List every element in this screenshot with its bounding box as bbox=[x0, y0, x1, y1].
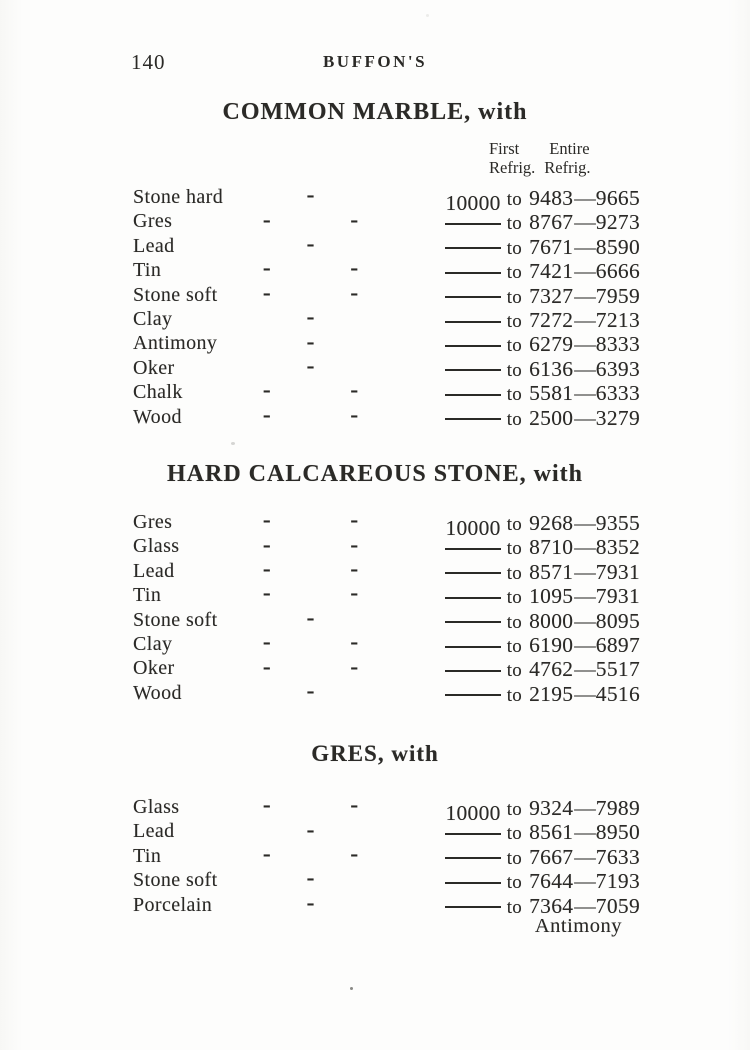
ditto-rule bbox=[445, 321, 501, 323]
first-refrig-value: 7272 bbox=[529, 307, 574, 332]
table-row bbox=[133, 182, 640, 216]
table-row bbox=[133, 604, 640, 633]
entire-refrig-value: 7931 bbox=[595, 584, 640, 609]
first-refrig-value: 2195 bbox=[529, 681, 574, 706]
table-row bbox=[133, 865, 640, 894]
ditto-rule bbox=[445, 247, 501, 249]
ditto-rule bbox=[445, 597, 501, 599]
ditto-rule bbox=[445, 857, 501, 859]
table-row bbox=[133, 401, 640, 430]
table-row bbox=[133, 840, 640, 869]
to-word: to bbox=[506, 872, 523, 894]
entire-refrig-value: 8590 bbox=[595, 234, 640, 259]
entire-refrig-value: 7959 bbox=[595, 283, 640, 308]
separator-dashes: - - bbox=[262, 531, 359, 558]
lead-column bbox=[421, 511, 501, 541]
ditto-rule bbox=[445, 223, 501, 225]
first-refrig-value: 8767 bbox=[529, 210, 574, 235]
to-word: to bbox=[506, 237, 523, 259]
row-values bbox=[421, 560, 640, 584]
separator-dashes: - - bbox=[262, 792, 359, 819]
to-word: to bbox=[506, 408, 523, 430]
row-values bbox=[421, 657, 640, 681]
lead-column bbox=[421, 894, 501, 918]
first-refrig-value: 7671 bbox=[529, 234, 574, 259]
lead-column bbox=[421, 536, 501, 560]
ditto-rule bbox=[445, 272, 501, 274]
range-dash: — bbox=[574, 820, 595, 845]
range-dash: — bbox=[574, 608, 595, 633]
ditto-rule bbox=[445, 548, 501, 550]
separator-dashes: - - bbox=[262, 653, 359, 680]
table-gres bbox=[133, 792, 640, 918]
lead-column bbox=[421, 284, 501, 308]
separator-dashes: - bbox=[306, 816, 315, 843]
to-word: to bbox=[506, 823, 523, 845]
material-label: Stone soft bbox=[133, 869, 218, 892]
material-label: Tin bbox=[133, 844, 162, 867]
to-word: to bbox=[506, 799, 523, 820]
range-dash: — bbox=[574, 307, 595, 332]
ditto-rule bbox=[445, 394, 501, 396]
row-values bbox=[421, 357, 640, 381]
range-dash: — bbox=[574, 234, 595, 259]
table-row bbox=[133, 328, 640, 357]
material-label: Gres bbox=[133, 210, 173, 233]
entire-refrig-value: 7059 bbox=[595, 893, 640, 918]
table-hard-calcareous-stone bbox=[133, 507, 640, 706]
separator-dashes: - - bbox=[262, 279, 359, 306]
table-row bbox=[133, 279, 640, 308]
entire-refrig-value: 9355 bbox=[595, 511, 640, 535]
first-refrig-value: 8710 bbox=[529, 535, 574, 560]
first-refrig-value: 9324 bbox=[529, 796, 574, 820]
material-label: Glass bbox=[133, 535, 180, 558]
range-dash: — bbox=[574, 657, 595, 682]
row-values bbox=[421, 210, 640, 234]
lead-column bbox=[421, 259, 501, 283]
page-number: 140 bbox=[131, 50, 166, 74]
entire-refrig-value: 8950 bbox=[595, 820, 640, 845]
first-refrig-value: 7667 bbox=[529, 844, 574, 869]
ditto-rule bbox=[445, 646, 501, 648]
to-word: to bbox=[506, 538, 523, 560]
separator-dashes: - - bbox=[262, 840, 359, 867]
first-refrig-value: 5581 bbox=[529, 381, 574, 406]
first-refrig-value: 7327 bbox=[529, 283, 574, 308]
range-dash: — bbox=[574, 186, 595, 210]
range-dash: — bbox=[574, 210, 595, 235]
ditto-rule bbox=[445, 418, 501, 420]
table-row bbox=[133, 230, 640, 259]
table-row bbox=[133, 653, 640, 682]
ditto-rule bbox=[445, 833, 501, 835]
entire-refrig-value: 6393 bbox=[595, 356, 640, 381]
material-label: Tin bbox=[133, 259, 162, 282]
range-dash: — bbox=[574, 559, 595, 584]
material-label: Porcelain bbox=[133, 893, 213, 916]
lead-column bbox=[421, 308, 501, 332]
separator-dashes: - - bbox=[262, 555, 359, 582]
range-dash: — bbox=[574, 681, 595, 706]
row-values bbox=[421, 511, 640, 541]
range-dash: — bbox=[574, 632, 595, 657]
entire-refrig-value: 9665 bbox=[595, 186, 640, 210]
first-refrig-value: 6279 bbox=[529, 332, 574, 357]
material-label: Antimony bbox=[133, 332, 218, 355]
material-label: Chalk bbox=[133, 381, 183, 404]
first-refrig-value: 6190 bbox=[529, 632, 574, 657]
range-dash: — bbox=[574, 584, 595, 609]
table-common-marble bbox=[133, 182, 640, 430]
lead-column bbox=[421, 211, 501, 235]
first-refrig-value: 8561 bbox=[529, 820, 574, 845]
separator-dashes: - bbox=[306, 889, 315, 916]
lead-column bbox=[421, 658, 501, 682]
lead-value: 10000 bbox=[445, 191, 501, 216]
to-word: to bbox=[506, 359, 523, 381]
table-row bbox=[133, 629, 640, 657]
ditto-rule bbox=[445, 345, 501, 347]
ditto-rule bbox=[445, 882, 501, 884]
range-dash: — bbox=[574, 535, 595, 560]
row-values bbox=[421, 796, 640, 826]
range-dash: — bbox=[574, 283, 595, 308]
section-title-hard-calcareous-stone: HARD CALCAREOUS STONE, with bbox=[167, 461, 583, 487]
column-headers bbox=[489, 139, 591, 177]
row-values bbox=[421, 186, 640, 216]
col-header-refrig-right: Refrig. bbox=[544, 158, 591, 177]
row-values bbox=[421, 869, 640, 893]
separator-dashes: - bbox=[306, 182, 315, 209]
row-values bbox=[421, 259, 640, 283]
lead-column bbox=[421, 186, 501, 216]
table-row bbox=[133, 677, 640, 706]
material-label: Oker bbox=[133, 356, 175, 379]
entire-refrig-value: 8352 bbox=[595, 535, 640, 560]
lead-column bbox=[421, 869, 501, 893]
entire-refrig-value: 7193 bbox=[595, 869, 640, 894]
ditto-rule bbox=[445, 906, 501, 908]
table-row bbox=[133, 377, 640, 406]
entire-refrig-value: 8095 bbox=[595, 608, 640, 633]
to-word: to bbox=[506, 562, 523, 584]
col-header-first: First bbox=[489, 139, 520, 158]
separator-dashes: - bbox=[306, 604, 315, 631]
ink-speck bbox=[231, 442, 235, 445]
first-refrig-value: 7421 bbox=[529, 259, 574, 284]
range-dash: — bbox=[574, 869, 595, 894]
lead-value: 10000 bbox=[445, 801, 501, 826]
to-word: to bbox=[506, 611, 523, 633]
to-word: to bbox=[506, 587, 523, 609]
table-row bbox=[133, 792, 640, 826]
first-refrig-value: 7364 bbox=[529, 893, 574, 918]
table-row bbox=[133, 304, 640, 332]
row-values bbox=[421, 284, 640, 308]
range-dash: — bbox=[574, 844, 595, 869]
lead-column bbox=[421, 821, 501, 845]
to-word: to bbox=[506, 310, 523, 332]
to-word: to bbox=[506, 896, 523, 918]
table-row bbox=[133, 816, 640, 845]
range-dash: — bbox=[574, 511, 595, 535]
catchword: Antimony bbox=[534, 915, 622, 937]
lead-column bbox=[421, 584, 501, 608]
separator-dashes: - - bbox=[262, 206, 359, 233]
to-word: to bbox=[506, 262, 523, 284]
material-label: Clay bbox=[133, 632, 173, 655]
ditto-rule bbox=[445, 621, 501, 623]
range-dash: — bbox=[574, 259, 595, 284]
to-word: to bbox=[506, 635, 523, 657]
to-word: to bbox=[506, 684, 523, 706]
material-label: Wood bbox=[133, 681, 182, 704]
lead-column bbox=[421, 357, 501, 381]
material-label: Lead bbox=[133, 559, 175, 582]
material-label: Clay bbox=[133, 307, 173, 330]
entire-refrig-value: 7931 bbox=[595, 559, 640, 584]
lead-column bbox=[421, 796, 501, 826]
range-dash: — bbox=[574, 796, 595, 820]
entire-refrig-value: 7633 bbox=[595, 844, 640, 869]
to-word: to bbox=[506, 384, 523, 406]
separator-dashes: - bbox=[306, 328, 315, 355]
entire-refrig-value: 7213 bbox=[595, 307, 640, 332]
entire-refrig-value: 6897 bbox=[595, 632, 640, 657]
lead-column bbox=[421, 633, 501, 657]
first-refrig-value: 4762 bbox=[529, 657, 574, 682]
separator-dashes: - bbox=[306, 677, 315, 704]
range-dash: — bbox=[574, 332, 595, 357]
separator-dashes: - bbox=[306, 304, 315, 331]
section-title-gres: GRES, with bbox=[311, 741, 439, 766]
lead-column bbox=[421, 845, 501, 869]
table-row bbox=[133, 206, 640, 235]
entire-refrig-value: 6333 bbox=[595, 381, 640, 406]
range-dash: — bbox=[574, 893, 595, 918]
lead-value: 10000 bbox=[445, 516, 501, 541]
material-label: Gres bbox=[133, 511, 173, 533]
lead-column bbox=[421, 682, 501, 706]
entire-refrig-value: 5517 bbox=[595, 657, 640, 682]
ink-speck bbox=[426, 14, 429, 17]
lead-column bbox=[421, 560, 501, 584]
separator-dashes: - - bbox=[262, 507, 359, 534]
range-dash: — bbox=[574, 405, 595, 430]
col-header-entire: Entire bbox=[549, 139, 590, 158]
row-values bbox=[421, 406, 640, 430]
ditto-rule bbox=[445, 572, 501, 574]
col-header-refrig-left: Refrig. bbox=[489, 158, 536, 177]
to-word: to bbox=[506, 335, 523, 357]
material-label: Lead bbox=[133, 820, 175, 843]
row-values bbox=[421, 845, 640, 869]
material-label: Lead bbox=[133, 234, 175, 257]
range-dash: — bbox=[574, 381, 595, 406]
ink-speck bbox=[350, 987, 353, 990]
entire-refrig-value: 8333 bbox=[595, 332, 640, 357]
first-refrig-value: 8000 bbox=[529, 608, 574, 633]
row-values bbox=[421, 235, 640, 259]
table-row bbox=[133, 352, 640, 381]
material-label: Oker bbox=[133, 657, 175, 680]
first-refrig-value: 7644 bbox=[529, 869, 574, 894]
separator-dashes: - - bbox=[262, 255, 359, 282]
entire-refrig-value: 6666 bbox=[595, 259, 640, 284]
to-word: to bbox=[506, 213, 523, 235]
first-refrig-value: 9268 bbox=[529, 511, 574, 535]
to-word: to bbox=[506, 189, 523, 210]
first-refrig-value: 8571 bbox=[529, 559, 574, 584]
material-label: Stone hard bbox=[133, 186, 224, 208]
separator-dashes: - - bbox=[262, 401, 359, 428]
lead-column bbox=[421, 609, 501, 633]
separator-dashes: - bbox=[306, 865, 315, 892]
table-row bbox=[133, 555, 640, 584]
first-refrig-value: 9483 bbox=[529, 186, 574, 210]
material-label: Stone soft bbox=[133, 608, 218, 631]
table-row bbox=[133, 531, 640, 560]
material-label: Glass bbox=[133, 796, 180, 818]
ditto-rule bbox=[445, 694, 501, 696]
row-values bbox=[421, 308, 640, 332]
table-row bbox=[133, 580, 640, 609]
separator-dashes: - - bbox=[262, 580, 359, 607]
row-values bbox=[421, 820, 640, 844]
lead-column bbox=[421, 406, 501, 430]
entire-refrig-value: 9273 bbox=[595, 210, 640, 235]
to-word: to bbox=[506, 660, 523, 682]
separator-dashes: - bbox=[306, 352, 315, 379]
section-title-common-marble: COMMON MARBLE, with bbox=[222, 99, 528, 125]
row-values bbox=[421, 584, 640, 608]
row-values bbox=[421, 609, 640, 633]
entire-refrig-value: 3279 bbox=[595, 405, 640, 430]
running-header: BUFFON'S bbox=[322, 52, 428, 71]
to-word: to bbox=[506, 847, 523, 869]
separator-dashes: - - bbox=[262, 377, 359, 404]
to-word: to bbox=[506, 514, 523, 535]
ditto-rule bbox=[445, 369, 501, 371]
lead-column bbox=[421, 381, 501, 405]
entire-refrig-value: 7989 bbox=[595, 796, 640, 820]
row-values bbox=[421, 381, 640, 405]
lead-column bbox=[421, 235, 501, 259]
entire-refrig-value: 4516 bbox=[595, 681, 640, 706]
material-label: Wood bbox=[133, 405, 182, 428]
lead-column bbox=[421, 333, 501, 357]
material-label: Tin bbox=[133, 584, 162, 607]
row-values bbox=[421, 535, 640, 559]
range-dash: — bbox=[574, 356, 595, 381]
first-refrig-value: 6136 bbox=[529, 356, 574, 381]
table-row bbox=[133, 507, 640, 541]
ditto-rule bbox=[445, 670, 501, 672]
ditto-rule bbox=[445, 296, 501, 298]
row-values bbox=[421, 332, 640, 356]
first-refrig-value: 1095 bbox=[529, 584, 574, 609]
separator-dashes: - bbox=[306, 230, 315, 257]
row-values bbox=[421, 633, 640, 657]
first-refrig-value: 2500 bbox=[529, 405, 574, 430]
material-label: Stone soft bbox=[133, 283, 218, 306]
separator-dashes: - - bbox=[262, 629, 359, 656]
to-word: to bbox=[506, 286, 523, 308]
row-values bbox=[421, 682, 640, 706]
table-row bbox=[133, 255, 640, 284]
